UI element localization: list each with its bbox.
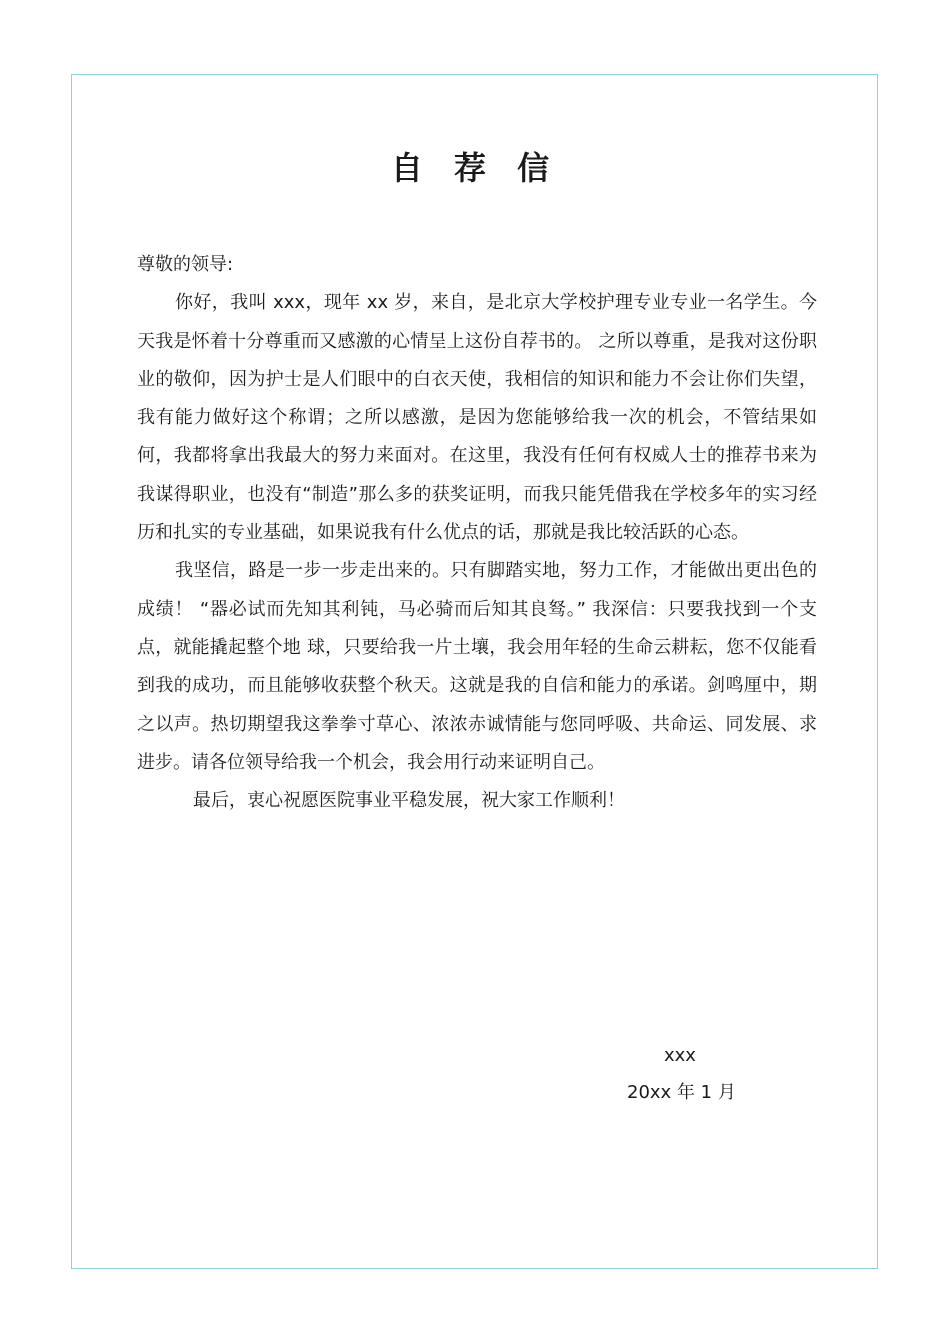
paragraph-belief: 我坚信，路是一步一步走出来的。只有脚踏实地，努力工作，才能做出更出色的成绩！ “器必试而先知其利钝，马必骑而后知其良驽。” 我深信：只要我找到一个支点，就能撬起整个地 球，只要给我一片土壤，我会用年轻的生命云耕耘，您不仅能看到我的成功，而且能够收获整个秋天。这就是我的自信和能力的承诺。剑鸣厘中，期之以声。热切期望我这拳拳寸草心、浓浓赤诚情能与您同呼吸、共命运、同发展、求进步。请各位领导给我一个机会，我会用行动来证明自己。 xyxy=(137,560,817,773)
salutation: 尊敬的领导: xyxy=(137,254,234,275)
closing-line: 最后，衷心祝愿医院事业平稳发展，祝大家工作顺利！ xyxy=(193,790,625,812)
paragraph-intro: 你好，我叫 xxx，现年 xx 岁，来自，是北京大学校护理专业专业一名学生。今天我是怀着十分尊重而又感激的心情呈上这份自荐书的。 之所以尊重，是我对这份职业的敬仰，因为护士是人们眼中的白衣天使，我相信的知识和能力不会让你们失望，我有能力做好这个称谓；之所以感激，是因为您能够给我一次的机会，不管结果如何，我都将拿出我最大的努力来面对。在这里，我没有任何有权威人士的推荐书来为我谋得职业，也没有“制造”那么多的获奖证明，而我只能凭借我在学校多年的实习经历和扎实的专业基础，如果说我有什么优点的话，那就是我比较活跃的心态。 xyxy=(137,292,817,544)
date: 20xx 年 1 月 xyxy=(627,1082,736,1103)
signature: xxx xyxy=(664,1045,696,1066)
document-title: 自 荐 信 xyxy=(390,149,560,187)
letter-body xyxy=(137,246,817,820)
